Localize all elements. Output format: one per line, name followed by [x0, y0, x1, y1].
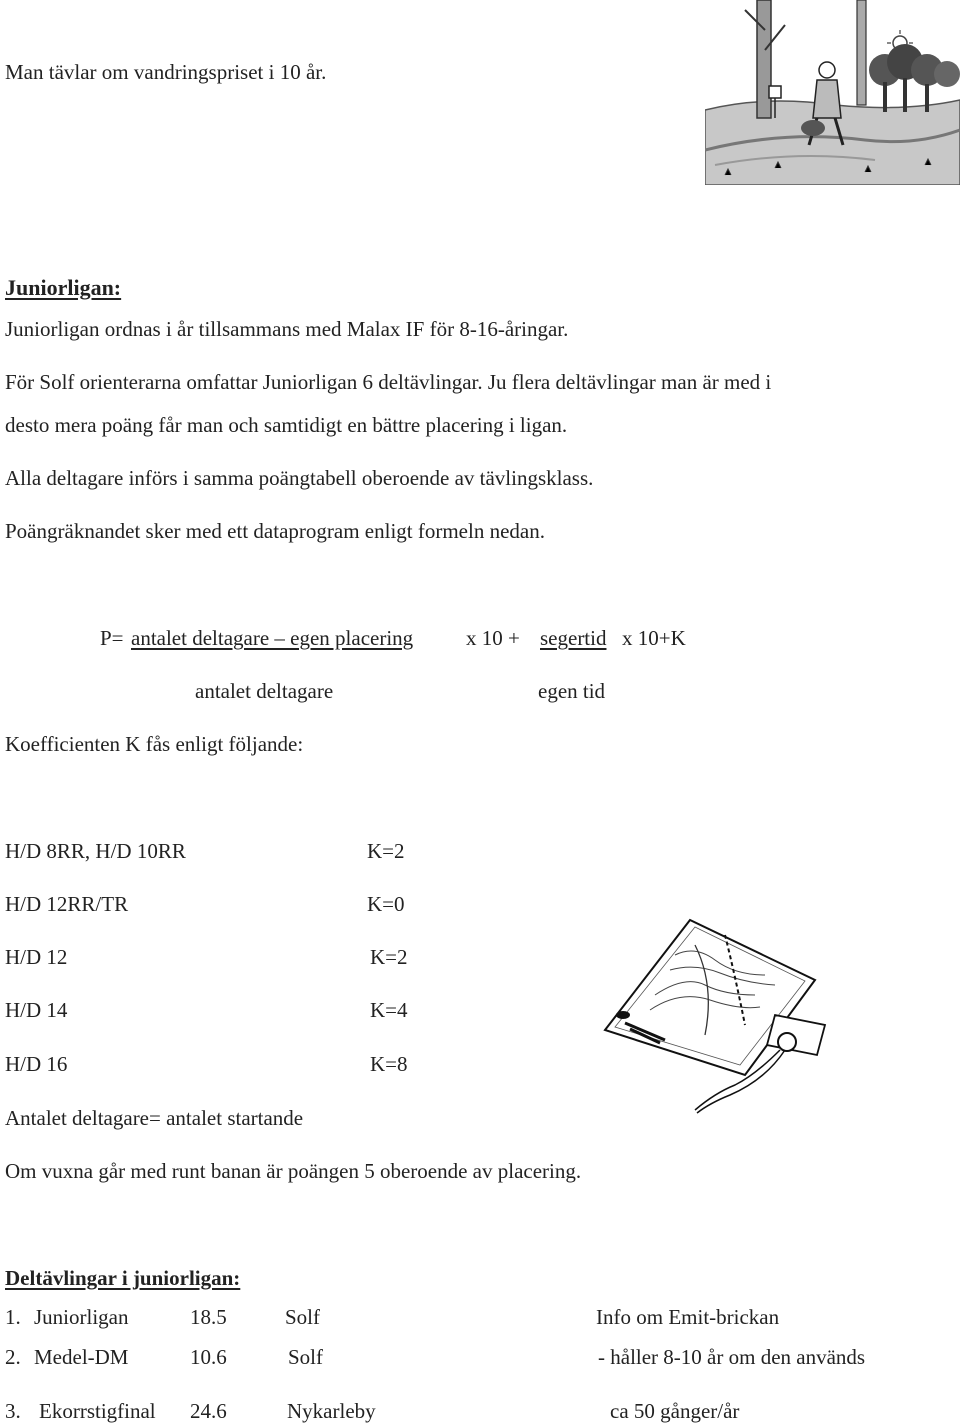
formula-numerator-2: segertid [540, 626, 607, 650]
list-item-number: 2. [5, 1345, 21, 1369]
coefficient-value: K=0 [367, 892, 405, 916]
note-adults: Om vuxna går med runt banan är poängen 5 oberoende av placering. [5, 1159, 582, 1183]
formula-multiplier-2: x 10+K [622, 626, 686, 650]
coefficient-intro: Koefficienten K fås enligt följande: [5, 732, 304, 756]
list-item-place: Solf [288, 1345, 324, 1369]
paragraph-line: Poängräknandet sker med ett dataprogram enligt formeln nedan. [5, 519, 545, 543]
formula-numerator-1: antalet deltagare – egen placering [131, 626, 414, 650]
section-heading-juniorligan: Juniorligan: [5, 275, 122, 300]
paragraph-line: desto mera poäng får man och samtidigt en bättre placering i ligan. [5, 413, 568, 437]
orienteering-scene-illustration [705, 0, 960, 185]
map-compass-illustration [595, 915, 835, 1115]
coefficient-value: K=2 [367, 839, 405, 863]
list-item-name: Medel-DM [34, 1345, 129, 1369]
coefficient-value: K=8 [370, 1052, 408, 1076]
list-item-name: Ekorrstigfinal [39, 1399, 156, 1423]
list-item-place: Nykarleby [287, 1399, 376, 1423]
formula-multiplier-1: x 10 + [466, 626, 520, 650]
intro-text: Man tävlar om vandringspriset i 10 år. [5, 60, 327, 84]
section-heading-deltavlingar: Deltävlingar i juniorligan: [5, 1266, 241, 1290]
paragraph-line: Juniorligan ordnas i år tillsammans med Malax IF för 8-16-åringar. [5, 317, 569, 341]
note-participants: Antalet deltagare= antalet startande [5, 1106, 304, 1130]
list-item-date: 18.5 [190, 1305, 227, 1329]
list-item-date: 24.6 [190, 1399, 227, 1423]
list-item-info: - håller 8-10 år om den används [598, 1345, 866, 1369]
coefficient-value: K=4 [370, 998, 408, 1022]
formula-denominator-1: antalet deltagare [195, 679, 334, 703]
list-item-info: ca 50 gånger/år [610, 1399, 740, 1423]
list-item-info: Info om Emit-brickan [596, 1305, 780, 1329]
coefficient-class: H/D 14 [5, 998, 68, 1022]
list-item-place: Solf [285, 1305, 321, 1329]
list-item-number: 1. [5, 1305, 21, 1329]
formula-denominator-2: egen tid [538, 679, 606, 703]
coefficient-class: H/D 12RR/TR [5, 892, 129, 916]
coefficient-class: H/D 12 [5, 945, 68, 969]
coefficient-value: K=2 [370, 945, 408, 969]
paragraph-line: Alla deltagare införs i samma poängtabell oberoende av tävlingsklass. [5, 466, 594, 490]
list-item-name: Juniorligan [34, 1305, 129, 1329]
paragraph-line: För Solf orienterarna omfattar Juniorligan 6 deltävlingar. Ju flera deltävlingar man är med i [5, 370, 772, 394]
formula-prefix: P= [100, 626, 124, 650]
list-item-number: 3. [5, 1399, 21, 1423]
coefficient-class: H/D 16 [5, 1052, 68, 1076]
coefficient-class: H/D 8RR, H/D 10RR [5, 839, 186, 863]
list-item-date: 10.6 [190, 1345, 227, 1369]
